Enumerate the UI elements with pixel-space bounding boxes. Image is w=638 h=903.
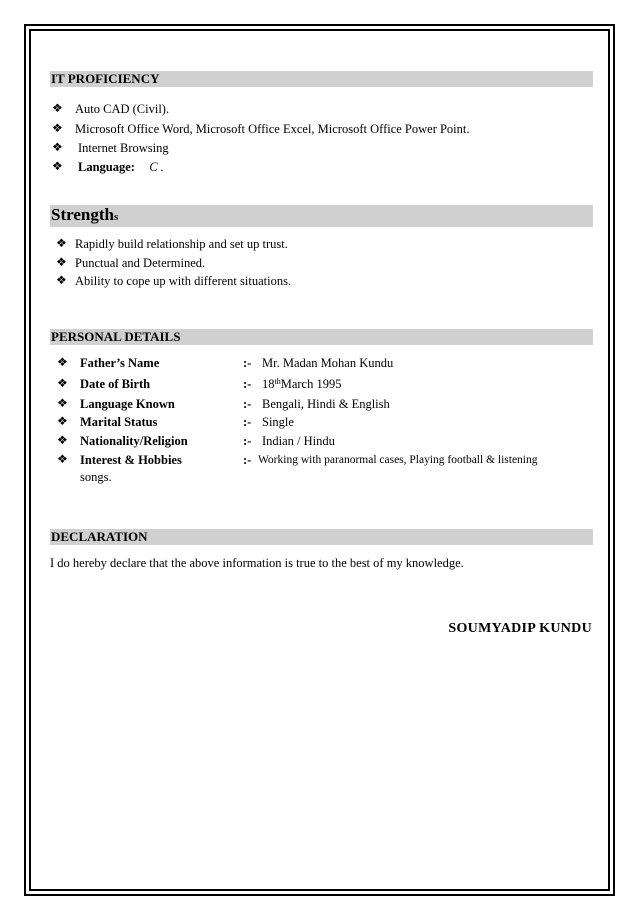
it-item-ms-office: Microsoft Office Word, Microsoft Office Excel, Microsoft Office Power Point. xyxy=(75,122,470,136)
detail-label-nationality: Nationality/Religion xyxy=(80,434,188,448)
personal-details-heading xyxy=(50,329,593,345)
declaration-text: I do hereby declare that the above information is true to the best of my knowledge. xyxy=(50,556,464,570)
personal-details-heading-text: PERSONAL DETAILS xyxy=(51,329,181,344)
bullet-icon: ❖ xyxy=(56,273,67,287)
bullet-icon: ❖ xyxy=(52,159,63,173)
detail-separator: :- xyxy=(243,377,252,391)
detail-label-fathers-name: Father’s Name xyxy=(80,356,160,370)
bullet-icon: ❖ xyxy=(56,255,67,269)
language-value: C . xyxy=(149,160,164,174)
detail-value-interests-continuation: songs. xyxy=(80,470,112,484)
dob-day: 18 xyxy=(262,377,275,391)
bullet-icon: ❖ xyxy=(57,433,68,447)
dob-suffix: th xyxy=(274,377,281,386)
detail-value-dob xyxy=(262,376,341,392)
detail-value-marital-status: Single xyxy=(262,415,294,429)
bullet-icon: ❖ xyxy=(52,140,63,154)
it-item-internet: Internet Browsing xyxy=(78,141,169,155)
detail-label-interests: Interest & Hobbies xyxy=(80,453,182,467)
bullet-icon: ❖ xyxy=(57,396,68,410)
bullet-icon: ❖ xyxy=(56,236,67,250)
it-item-language xyxy=(78,159,164,175)
signature-name: SOUMYADIP KUNDU xyxy=(448,621,592,636)
detail-separator: :- xyxy=(243,397,252,411)
language-label: Language: xyxy=(78,160,135,174)
declaration-heading xyxy=(50,529,593,545)
strength-item: Rapidly build relationship and set up trust. xyxy=(75,237,288,251)
detail-value-fathers-name: Mr. Madan Mohan Kundu xyxy=(262,356,394,370)
detail-label-marital-status: Marital Status xyxy=(80,415,158,429)
strength-item: Punctual and Determined. xyxy=(75,256,206,270)
strengths-heading xyxy=(50,205,593,227)
detail-value-language-known: Bengali, Hindi & English xyxy=(262,397,390,411)
it-item-autocad: Auto CAD (Civil). xyxy=(75,102,170,116)
strengths-heading-suffix: s xyxy=(113,211,119,223)
detail-label-dob: Date of Birth xyxy=(80,377,151,391)
strengths-heading-text: Strength xyxy=(51,205,114,224)
bullet-icon: ❖ xyxy=(52,121,63,135)
strength-item: Ability to cope up with different situations. xyxy=(75,274,292,288)
detail-value-nationality: Indian / Hindu xyxy=(262,434,335,448)
bullet-icon: ❖ xyxy=(52,101,63,115)
bullet-icon: ❖ xyxy=(57,376,68,390)
detail-separator: :- xyxy=(243,453,252,467)
detail-separator: :- xyxy=(243,434,252,448)
declaration-heading-text: DECLARATION xyxy=(51,529,148,544)
bullet-icon: ❖ xyxy=(57,355,68,369)
it-proficiency-heading xyxy=(50,71,593,87)
it-proficiency-heading-text: IT PROFICIENCY xyxy=(51,71,160,86)
detail-value-interests: Working with paranormal cases, Playing football & listening xyxy=(258,454,538,466)
detail-label-language-known: Language Known xyxy=(80,397,175,411)
bullet-icon: ❖ xyxy=(57,414,68,428)
dob-month-year: March 1995 xyxy=(280,377,342,391)
detail-separator: :- xyxy=(243,415,252,429)
bullet-icon: ❖ xyxy=(57,452,68,466)
detail-separator: :- xyxy=(243,356,252,370)
